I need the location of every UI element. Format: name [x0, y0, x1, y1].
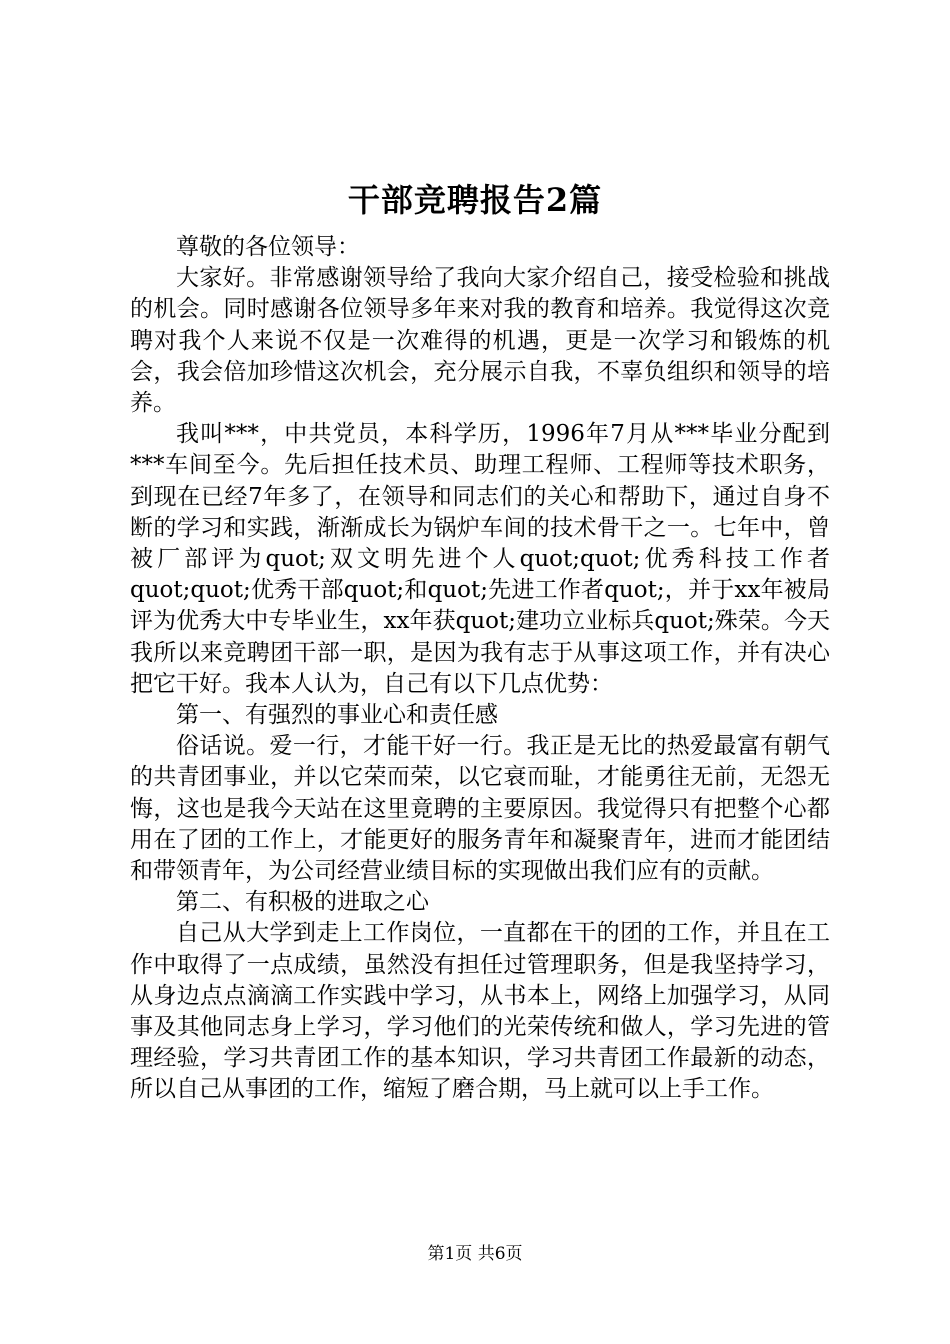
body-paragraph: 大家好。非常感谢领导给了我向大家介绍自己，接受检验和挑战的机会。同时感谢各位领导多年来对我的教育和培养。我觉得这次竞聘对我个人来说不仅是一次难得的机遇，更是一次学习和锻炼的机会，我会倍加珍惜这次机会，充分展示自我，不辜负组织和领导的培养。	[130, 265, 830, 417]
body-paragraph: 俗话说。爱一行，才能干好一行。我正是无比的热爱最富有朝气的共青团事业，并以它荣而荣，以它衰而耻，才能勇往无前，无怨无悔，这也是我今天站在这里竟聘的主要原因。我觉得只有把整个心都用在了团的工作上，才能更好的服务青年和凝聚青年，进而才能团结和带领青年，为公司经营业绩目标的实现做出我们应有的贡献。	[130, 733, 830, 885]
section-heading: 第二、有积极的进取之心	[176, 889, 429, 916]
document-title: 干部竞聘报告2篇	[347, 181, 603, 219]
page-footer: 第1页 共6页	[427, 1244, 523, 1264]
salutation-paragraph: 尊敬的各位领导：	[176, 234, 360, 260]
document-body	[130, 232, 830, 1106]
section-heading: 第一、有强烈的事业心和责任感	[176, 702, 498, 729]
body-paragraph: 我叫***，中共党员，本科学历，1996年7月从***毕业分配到***车间至今。先后担任技术员、助理工程师、工程师等技术职务，到现在已经7年多了，在领导和同志们的关心和帮助下，通过自身不断的学习和实践，渐渐成长为锅炉车间的技术骨干之一。七年中，曾被厂部评为quot;双文明先进个人quot;quot;优秀科技工作者quot;quot;优秀干部quot;和quot;先进工作者quot;，并于xx年被局评为优秀大中专毕业生，xx年获quot;建功立业标兵quot;殊荣。今天我所以来竞聘团干部一职，是因为我有志于从事这项工作，并有决心把它干好。我本人认为，自己有以下几点优势：	[130, 421, 830, 697]
body-paragraph: 自己从大学到走上工作岗位，一直都在干的团的工作，并且在工作中取得了一点成绩，虽然没有担任过管理职务，但是我坚持学习，从身边点点滴滴工作实践中学习，从书本上，网络上加强学习，从同事及其他同志身上学习，学习他们的光荣传统和做人，学习先进的管理经验，学习共青团工作的基本知识，学习共青团工作最新的动态，所以自己从事团的工作，缩短了磨合期，马上就可以上手工作。	[130, 920, 830, 1103]
